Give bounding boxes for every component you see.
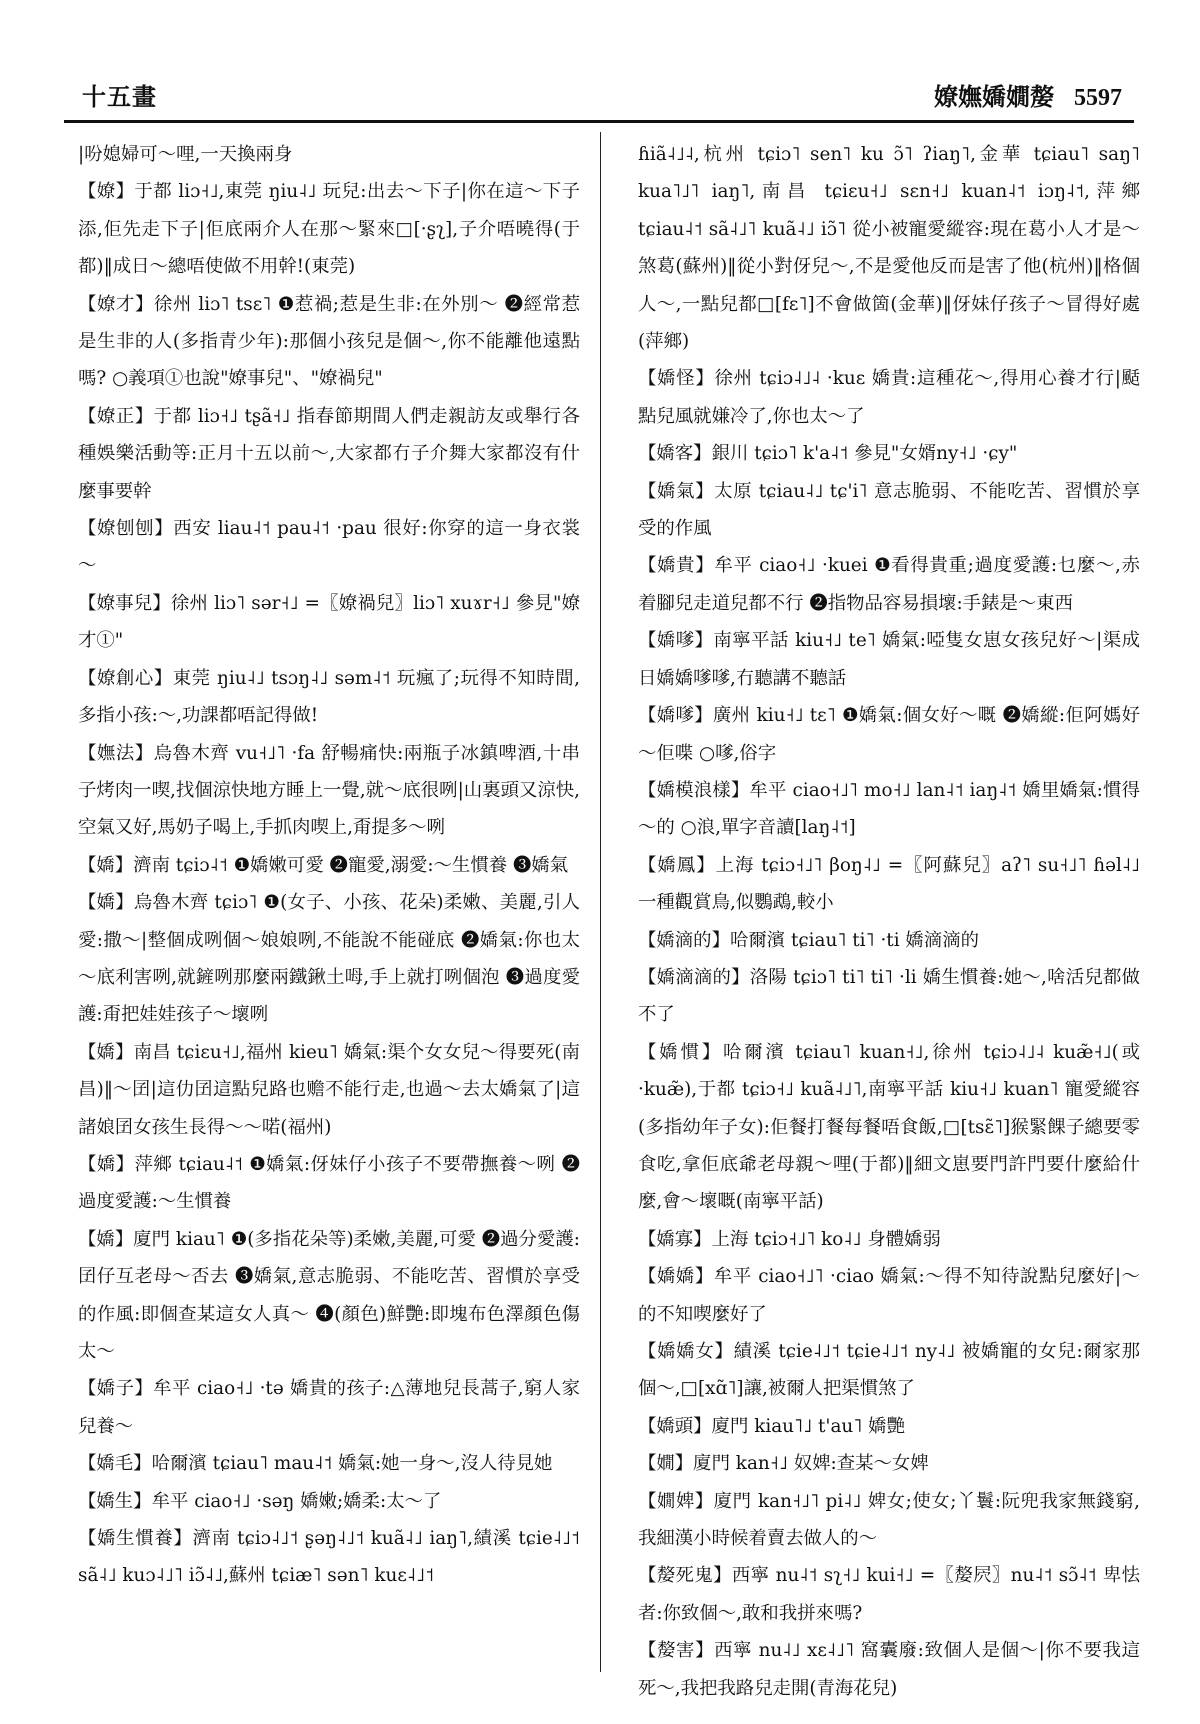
entry: 【嬌】廈門 kiau˥ ❶(多指花朵等)柔嫩,美麗,可愛 ❷過分愛護:囝仔互老母～否去 ❸嬌氣,意志脆弱、不能吃苦、習慣於享受的作風:即個查某這女人真～ ❹(顏色)鮮艷:即塊布色澤顏色傷太～ [78, 1228, 580, 1362]
right-column [620, 136, 1140, 1707]
entry: 【嬌】烏魯木齊 tɕiɔ˥ ❶(女子、小孩、花朵)柔嫩、美麗,引人愛:撒～|整個成咧個～娘娘咧,不能說不能碰底 ❷嬌氣:你也太～底利害咧,就鏟咧那麼兩鐵鍬土呣,手上就打咧個泡 ❸過度愛護:甭把娃娃孩子～壞咧 [78, 892, 580, 1026]
entry: 【嫺婢】廈門 kan˧˩˥ pi˨˩ 婢女;使女;丫鬟:阮兜我家無錢窮,我細漢小時候着賣去做人的～ [638, 1490, 1140, 1550]
entry: 【嬌嗲】南寧平話 kiu˧˩ te˥ 嬌氣:啞隻女崽女孩兒好～|渠成日嬌嬌嗲嗲,冇聽講不聽話 [638, 630, 1140, 689]
page-number: 5597 [1074, 85, 1122, 111]
entry: 【嬌】萍鄉 tɕiau˨˦ ❶嬌氣:伢妹仔小孩子不要帶撫養～咧 ❷過度愛護:～生慣養 [78, 1153, 580, 1213]
entry: 【嫠死鬼】西寧 nu˨˦ sʅ˧˩ kui˧˩ =〖嫠屄〗nu˨˦ sɔ̃˨˦ 卑怯者:你致個～,敢和我拼來嗎? [638, 1565, 1140, 1624]
entry-continuation: ɦiã˨˩˨,杭州 tɕiɔ˥ sen˥ ku ɔ̃˥ ʔiaŋ˥,金華 tɕiau˥ saŋ˥ kua˥˩˥ iaŋ˥,南昌 tɕiɛu˧˩ sɛn˧˩ kuan˨˦ iɔŋ˨˦,萍鄉 tɕiau˨˦ sã˨˩˥ kuã˨˩ iɔ̃˥ 從小被寵愛縱容:現在葛小人才是～煞葛(蘇州)‖從小對伢兒～,不是愛他反而是害了他(杭州)‖格個人～,一點兒都□[fɛ˥]不會做箇(金華)‖伢妹仔孩子～冒得好處(萍鄉) [638, 144, 1140, 353]
entry: 【嫽刨刨】西安 liau˨˦ pau˨˦ ·pau 很好:你穿的這一身衣裳～ [78, 518, 580, 577]
entry: 【嫽事兒】徐州 liɔ˥ sər˧˩ =〖嫽禍兒〗liɔ˥ xuɤr˧˩ 參見"嫽才①" [78, 592, 580, 652]
entry: 【嬌氣】太原 tɕiau˨˩ tɕ'i˥ 意志脆弱、不能吃苦、習慣於享受的作風 [638, 480, 1140, 540]
left-column [60, 136, 580, 1595]
page-header [82, 68, 1122, 112]
column-divider [600, 132, 601, 1672]
header-characters: 嫽嫵嬌嫺嫠 [934, 82, 1054, 111]
entry: 【嬌生慣養】濟南 tɕiɔ˨˩˦ ʂəŋ˨˩˦ kuã˨˩ iaŋ˥,績溪 tɕie˨˩˦ sã˨˩ kuɔ˨˩˥ iɔ̃˨˩,蘇州 tɕiæ˥ sən˥ kuɛ˨˩˦ [78, 1528, 580, 1587]
entry: 【嬌嬌女】績溪 tɕie˨˩˦ tɕie˨˩˦ ny˨˩ 被嬌寵的女兒:爾家那個～,□[xɑ̃˥]讓,被爾人把渠慣煞了 [638, 1341, 1140, 1400]
entry: 【嬌客】銀川 tɕiɔ˥ k'a˨˦ 參見"女婿ny˧˩ ·ɕy" [638, 443, 1018, 465]
entry: 【嫽才】徐州 liɔ˥ tsɛ˥ ❶惹禍;惹是生非:在外別～ ❷經常惹是生非的人(多指青少年):那個小孩兒是個～,你不能離他遠點嗎? ○義項①也說"嫽事兒"、"嫽禍兒" [78, 293, 580, 390]
entry: 【嬌模浪樣】牟平 ciao˧˩˥ mo˧˩ lan˨˦ iaŋ˨˦ 嬌里嬌氣:慣得～的 ○浪,單字音讀[laŋ˨˦] [638, 779, 1140, 839]
entry: 【嫽創心】東莞 ŋiu˨˩ tsɔŋ˨˩ səm˨˦ 玩瘋了;玩得不知時間,多指小孩:～,功課都唔記得做! [78, 667, 580, 727]
entry: 【嬌滴的】哈爾濱 tɕiau˥ ti˥ ·ti 嬌滴滴的 [638, 929, 979, 951]
entry: 【嬌毛】哈爾濱 tɕiau˥ mau˨˦ 嬌氣:她一身～,沒人待見她 [78, 1453, 553, 1475]
header-rule [64, 120, 1134, 123]
entry: 【嫽】于都 liɔ˧˩,東莞 ŋiu˨˩ 玩兒:出去～下子|你在這～下子添,佢先走下子|佢底兩介人在那～緊來□[·ʂʅ],子介唔曉得(于都)‖成日～總唔使做不用幹!(東莞) [78, 181, 580, 278]
entry: 【嬌怪】徐州 tɕiɔ˨˩˨ ·kuɛ 嬌貴:這種花～,得用心養才行|颳點兒風就嫌冷了,你也太～了 [638, 368, 1140, 427]
entry: 【嬌貴】牟平 ciao˧˩ ·kuei ❶看得貴重;過度愛護:乜麼～,赤着腳兒走道兒都不行 ❷指物品容易損壞:手錶是～東西 [638, 555, 1140, 614]
entry: 【嫠害】西寧 nu˨˩ xɛ˨˩˥ 窩囊廢:致個人是個～|你不要我這死～,我把我路兒走開(青海花兒) [638, 1640, 1140, 1699]
entry: 【嬌】濟南 tɕiɔ˨˦ ❶嬌嫩可愛 ❷寵愛,溺愛:～生慣養 ❸嬌氣 [78, 854, 569, 876]
entry: 【嬌】南昌 tɕiɛu˧˩,福州 kieu˥ 嬌氣:渠个女女兒～得要死(南昌)‖～囝|這仂囝這點兒路也赡不能行走,也過～去太嬌氣了|這諸娘囝女孩生長得～～喏(福州) [78, 1041, 580, 1138]
entry: 【嬌頭】廈門 kiau˥˩ t'au˥ 嬌艷 [638, 1415, 905, 1437]
entry: 【嬌嬌】牟平 ciao˧˩˥ ·ciao 嬌氣:～得不知待說點兒麼好|～的不知喫麼好了 [638, 1266, 1140, 1325]
header-right [934, 77, 1122, 112]
entry: 【嫵法】烏魯木齊 vu˧˩˥ ·fa 舒暢痛快:兩瓶子冰鎮啤酒,十串子烤肉一喫,找個涼快地方睡上一覺,就～底很咧|山裏頭又涼快,空氣又好,馬奶子喝上,手抓肉喫上,甭提多～咧 [78, 742, 580, 839]
entry: 【嬌鳳】上海 tɕiɔ˧˩˥ βoŋ˨˩ =〖阿蘇兒〗aʔ˥ su˧˩˥ ɦəl˨˩ 一種觀賞鳥,似鸚鵡,較小 [638, 854, 1140, 914]
entry: 【嫽正】于都 liɔ˧˩ tʂã˧˩ 指春節期間人們走親訪友或舉行各種娛樂活動等:正月十五以前～,大家都冇子介舞大家都沒有什麼事要幹 [78, 405, 580, 502]
entry: 【嬌生】牟平 ciao˧˩ ·səŋ 嬌嫩;嬌柔:太～了 [78, 1490, 442, 1512]
entry: 【嬌慣】哈爾濱 tɕiau˥ kuan˧˩,徐州 tɕiɔ˨˩˨ kuæ̃˧˩(或 ·kuæ̃),于都 tɕiɔ˧˩ kuã˨˩˥,南寧平話 kiu˧˩ kuan˥ 寵愛縱容(多指幼年子女):佢餐打餐每餐唔食飯,□[tsɛ̃˥]猴緊餜子總要零食吃,拿佢底爺老母親～哩(于都)‖細文崽要門許門要什麼給什麼,會～壞嘅(南寧平話) [638, 1041, 1140, 1213]
entry: 【嬌滴滴的】洛陽 tɕiɔ˥ ti˥ ti˥ ·li 嬌生慣養:她～,啥活兒都做不了 [638, 966, 1140, 1026]
entry: 【嬌嗲】廣州 kiu˧˩ tɛ˥ ❶嬌氣:個女好～嘅 ❷嬌縱:佢阿媽好～佢喋 ○嗲,俗字 [638, 705, 1140, 764]
entry-continuation: |吩媳婦可～哩,一天換兩身 [78, 144, 293, 165]
entry: 【嬌寡】上海 tɕiɔ˧˩˥ ko˨˩ 身體嬌弱 [638, 1228, 941, 1250]
entry: 【嫺】廈門 kan˧˩ 奴婢:查某～女婢 [638, 1453, 929, 1475]
entry: 【嬌子】牟平 ciao˧˩ ·tə 嬌貴的孩子:△薄地兒長蒿子,窮人家兒養～ [78, 1378, 580, 1437]
section-label: 十五畫 [82, 82, 157, 111]
